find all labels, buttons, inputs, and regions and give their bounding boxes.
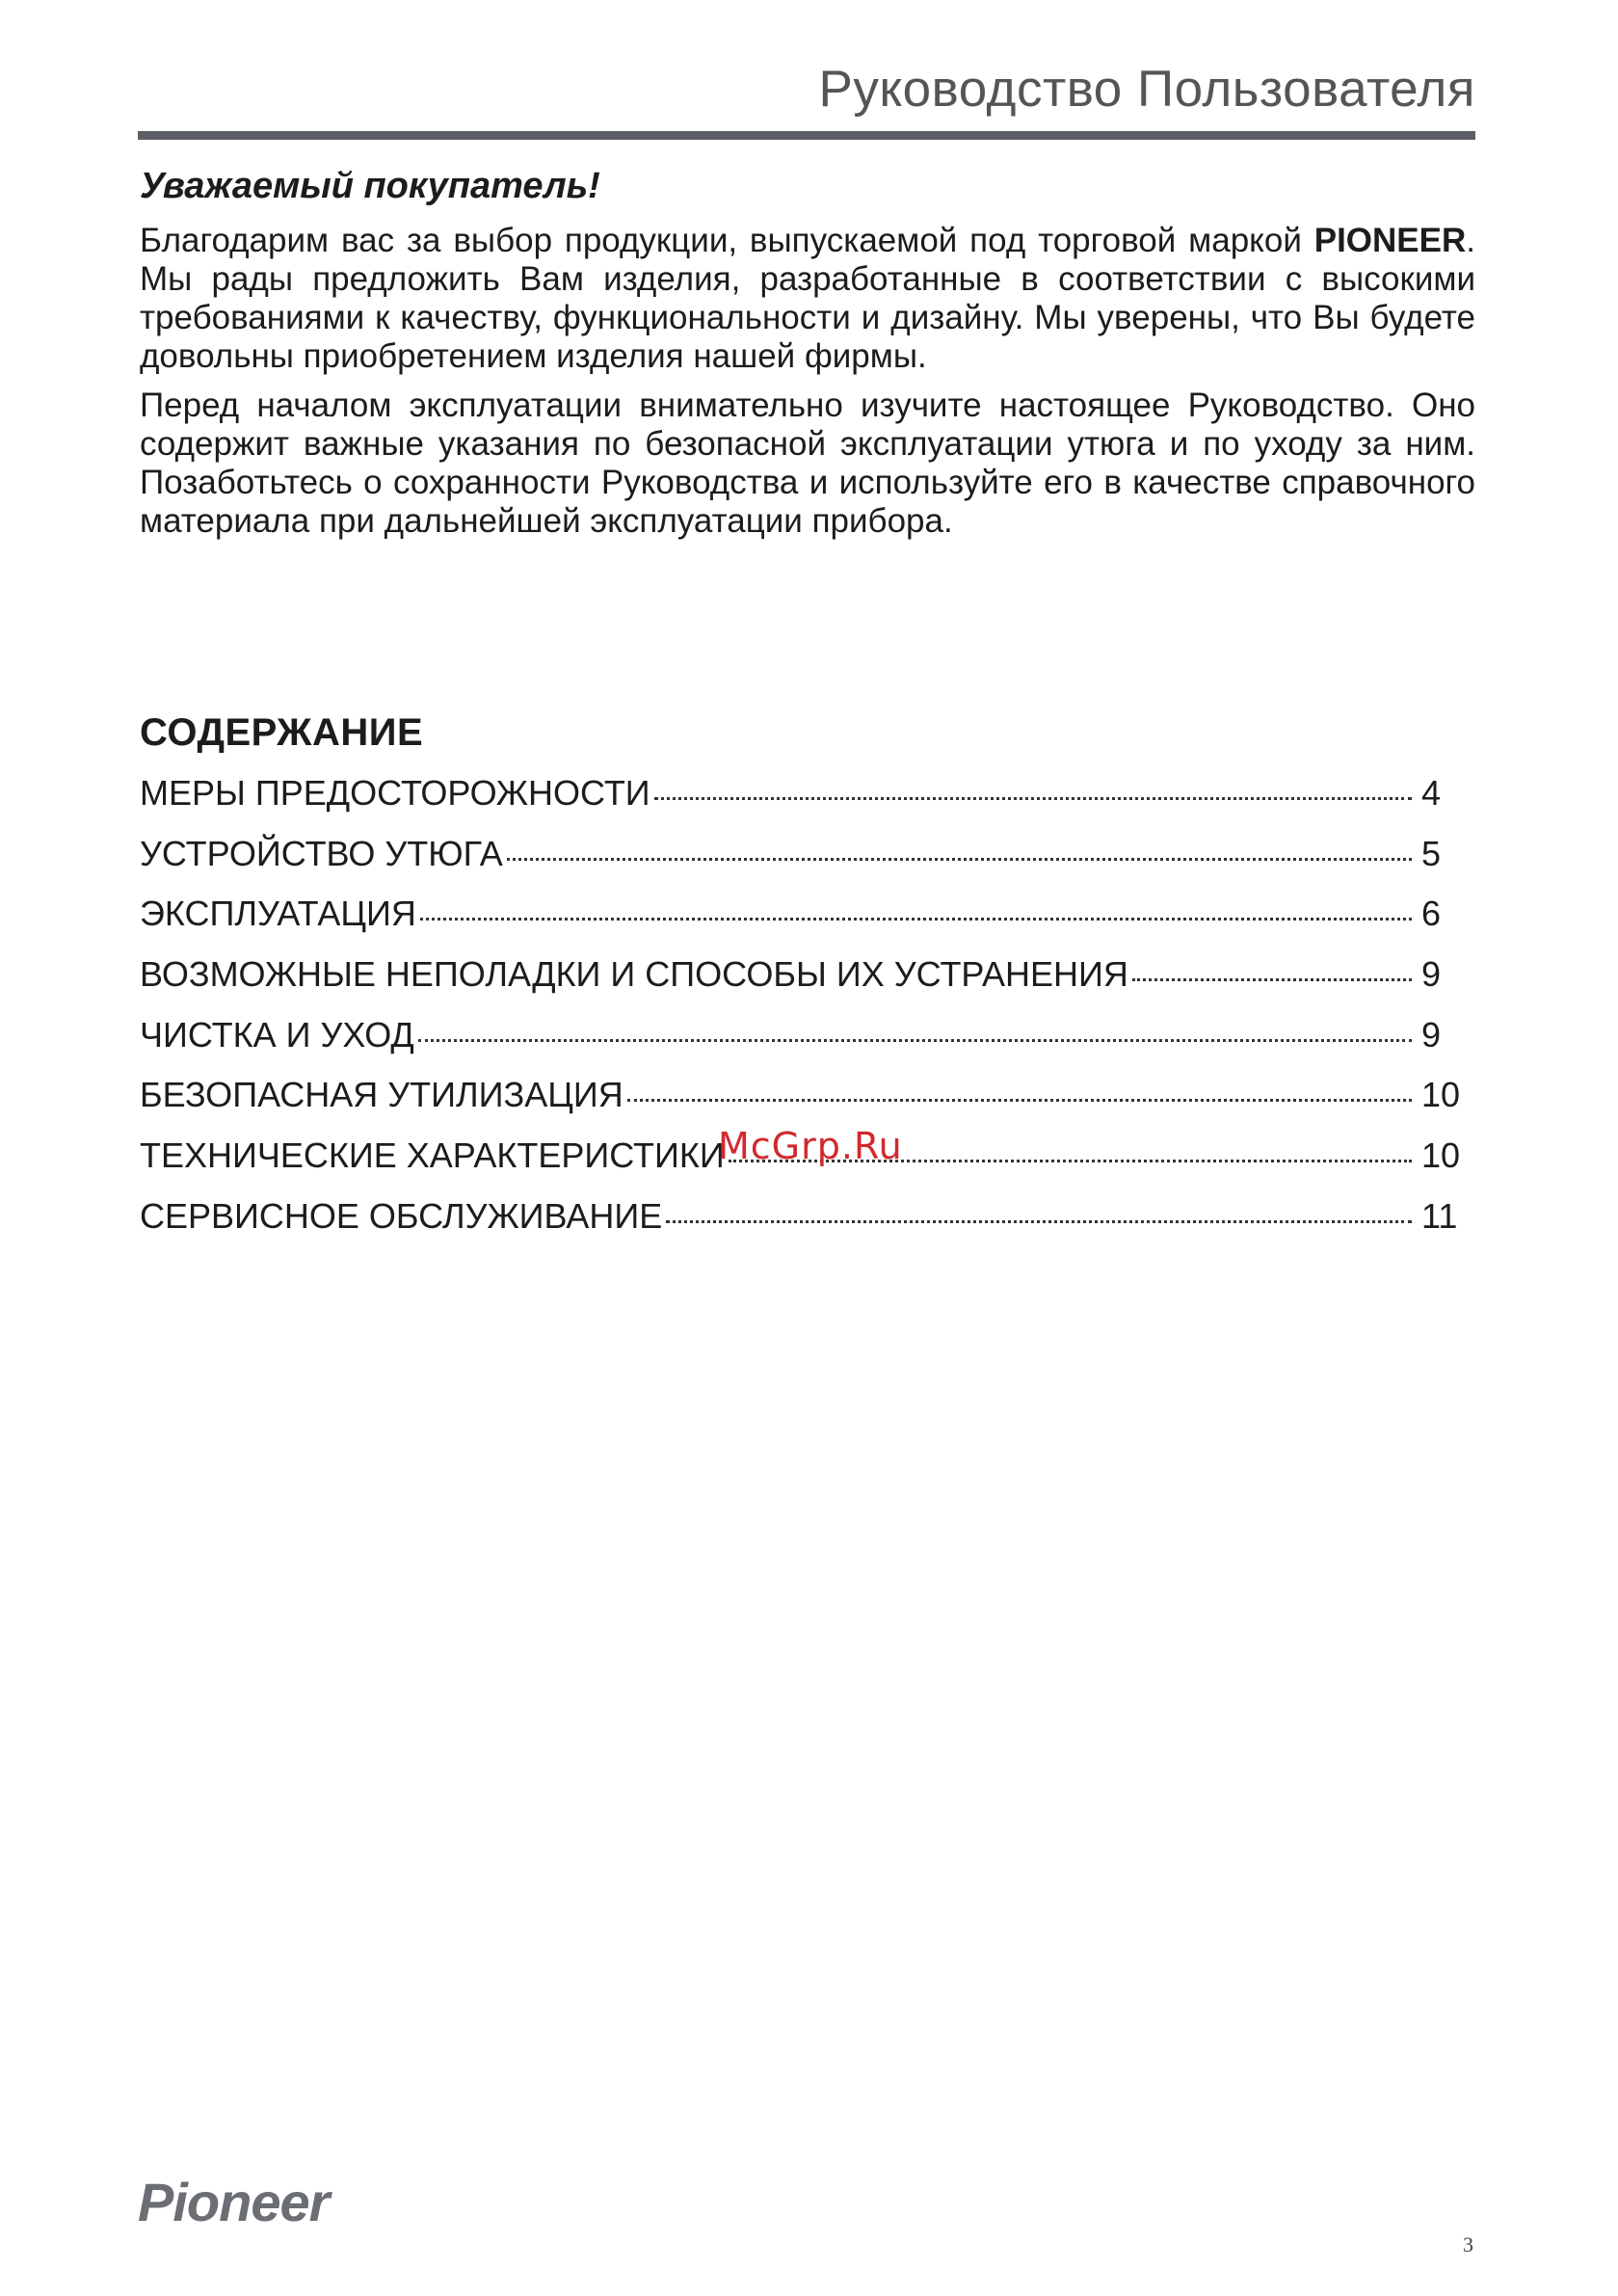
page-number: 3: [1463, 2232, 1473, 2256]
toc-item-page: 9: [1421, 954, 1442, 995]
toc-item-page: 6: [1421, 894, 1442, 934]
toc-item-title: СЕРВИСНОЕ ОБСЛУЖИВАНИЕ: [140, 1195, 663, 1236]
toc-leader-dots: [1132, 978, 1412, 981]
toc-item-safety[interactable]: [140, 773, 1460, 834]
toc-item-device[interactable]: [140, 834, 1460, 894]
toc-item-page: 10: [1421, 1075, 1461, 1115]
toc-item-page: 4: [1421, 773, 1442, 813]
intro-text-end: . Мы рады предложить Вам изделия, разработанные в соответствии с высокими требованиями к качеству, функциональности и дизайну. Мы уверены, что Вы будете довольны приобретением изделия нашей фирмы.: [140, 222, 1475, 375]
toc-leader-dots: [507, 858, 1412, 861]
document-header-title: Руководство Пользователя: [818, 61, 1475, 118]
toc-item-title: УСТРОЙСТВО УТЮГА: [140, 833, 503, 873]
toc-item-troubleshooting[interactable]: [140, 954, 1460, 1015]
brand-name: PIONEER: [1313, 222, 1467, 259]
toc-item-service[interactable]: [140, 1196, 1460, 1257]
greeting-heading: Уважаемый покупатель!: [140, 166, 600, 206]
toc-item-page: 10: [1421, 1135, 1461, 1176]
table-of-contents: [140, 773, 1460, 1257]
toc-item-title: МЕРЫ ПРЕДОСТОРОЖНОСТИ: [140, 773, 650, 813]
toc-item-title: ЧИСТКА И УХОД: [140, 1014, 414, 1055]
toc-heading: СОДЕРЖАНИЕ: [140, 711, 424, 754]
toc-item-title: БЕЗОПАСНАЯ УТИЛИЗАЦИЯ: [140, 1075, 623, 1115]
toc-item-page: 11: [1421, 1195, 1458, 1236]
toc-leader-dots: [420, 918, 1412, 921]
toc-item-operation[interactable]: [140, 894, 1460, 954]
pioneer-logo: Pioneer: [138, 2172, 330, 2232]
toc-item-cleaning[interactable]: [140, 1015, 1460, 1076]
intro-paragraph-1: [140, 222, 1475, 376]
toc-item-title: ЭКСПЛУАТАЦИЯ: [140, 894, 416, 934]
toc-item-title: ВОЗМОЖНЫЕ НЕПОЛАДКИ И СПОСОБЫ ИХ УСТРАНЕНИЯ: [140, 954, 1128, 995]
toc-item-page: 9: [1421, 1014, 1442, 1055]
toc-leader-dots: [627, 1099, 1412, 1102]
toc-item-page: 5: [1421, 833, 1442, 873]
toc-leader-dots: [418, 1039, 1412, 1042]
header-divider: [138, 131, 1475, 140]
toc-leader-dots: [666, 1220, 1412, 1223]
toc-item-title: ТЕХНИЧЕСКИЕ ХАРАКТЕРИСТИКИ: [140, 1135, 725, 1176]
toc-leader-dots: [654, 797, 1412, 800]
watermark-link[interactable]: McGrp.Ru: [718, 1125, 903, 1167]
intro-text-start: Благодарим вас за выбор продукции, выпускаемой под торговой маркой: [140, 222, 1314, 259]
intro-paragraph-2: Перед началом эксплуатации внимательно изучите настоящее Руководство. Оно содержит важные указания по безопасной эксплуатации утюга и по уходу за ним. Позаботьтесь о сохранности Руководства и используйте его в качестве справочного материала при дальнейшей эксплуатации прибора.: [140, 387, 1475, 540]
